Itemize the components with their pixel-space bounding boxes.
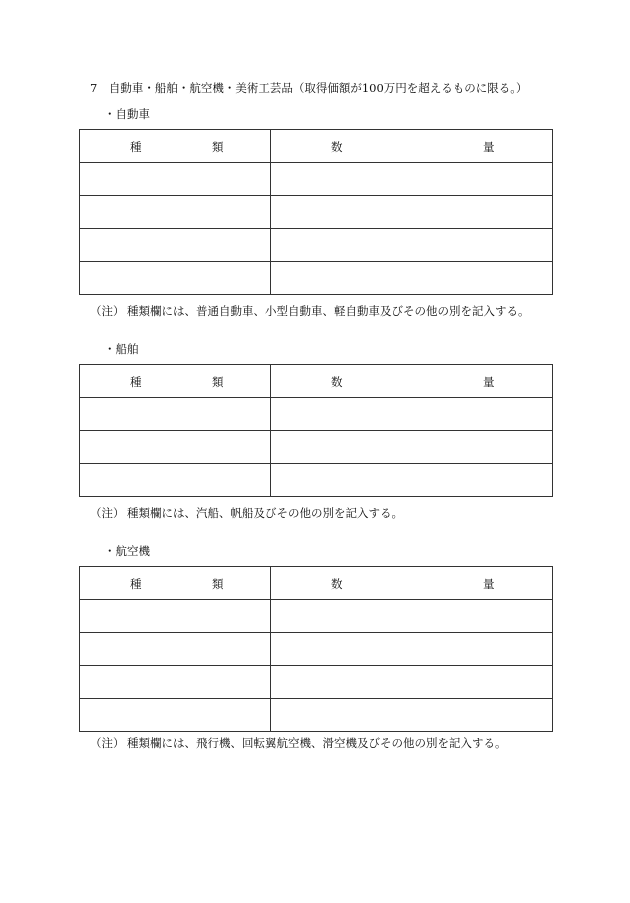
section-label-ship: ・船舶	[104, 342, 139, 356]
header-quantity-char-2: 量	[483, 375, 495, 389]
header-quantity-char-1: 数	[331, 375, 343, 389]
ship-note: 種類欄には、汽船、帆船及びその他の別を記入する。	[127, 506, 403, 520]
table-row	[80, 163, 553, 196]
header-type-char-1: 種	[130, 577, 142, 591]
note-mark: （注）	[90, 736, 125, 750]
table-row	[80, 699, 553, 732]
type-cell[interactable]	[80, 464, 271, 497]
table-header-row	[80, 365, 553, 398]
header-quantity	[271, 567, 553, 600]
type-cell[interactable]	[80, 398, 271, 431]
note-mark: （注）	[90, 304, 125, 318]
quantity-cell[interactable]	[271, 633, 553, 666]
header-type-char-2: 類	[212, 375, 224, 389]
page-heading: 7 自動車・船舶・航空機・美術工芸品（取得価額が100万円を超えるものに限る。）	[90, 81, 528, 95]
type-cell[interactable]	[80, 262, 271, 295]
header-type	[80, 365, 271, 398]
header-quantity	[271, 130, 553, 163]
header-quantity-char-2: 量	[483, 140, 495, 154]
table-row	[80, 398, 553, 431]
type-cell[interactable]	[80, 699, 271, 732]
quantity-cell[interactable]	[271, 464, 553, 497]
table-row	[80, 262, 553, 295]
section-label-automobile: ・自動車	[104, 107, 150, 121]
quantity-cell[interactable]	[271, 196, 553, 229]
quantity-cell[interactable]	[271, 229, 553, 262]
quantity-cell[interactable]	[271, 262, 553, 295]
table-header-row	[80, 567, 553, 600]
automobile-note: 種類欄には、普通自動車、小型自動車、軽自動車及びその他の別を記入する。	[127, 304, 530, 318]
table-row	[80, 229, 553, 262]
note-mark: （注）	[90, 506, 125, 520]
table-row	[80, 464, 553, 497]
header-type	[80, 567, 271, 600]
table-row	[80, 633, 553, 666]
header-type-char-1: 種	[130, 140, 142, 154]
type-cell[interactable]	[80, 431, 271, 464]
quantity-cell[interactable]	[271, 163, 553, 196]
type-cell[interactable]	[80, 163, 271, 196]
header-type-char-2: 類	[212, 140, 224, 154]
header-quantity	[271, 365, 553, 398]
header-type-char-2: 類	[212, 577, 224, 591]
header-quantity-char-1: 数	[331, 140, 343, 154]
quantity-cell[interactable]	[271, 666, 553, 699]
table-row	[80, 600, 553, 633]
quantity-cell[interactable]	[271, 699, 553, 732]
type-cell[interactable]	[80, 196, 271, 229]
header-type	[80, 130, 271, 163]
header-type-char-1: 種	[130, 375, 142, 389]
header-quantity-char-1: 数	[331, 577, 343, 591]
ship-table	[79, 364, 553, 497]
table-row	[80, 431, 553, 464]
header-quantity-char-2: 量	[483, 577, 495, 591]
quantity-cell[interactable]	[271, 398, 553, 431]
section-label-aircraft: ・航空機	[104, 544, 150, 558]
quantity-cell[interactable]	[271, 431, 553, 464]
quantity-cell[interactable]	[271, 600, 553, 633]
type-cell[interactable]	[80, 666, 271, 699]
type-cell[interactable]	[80, 600, 271, 633]
table-header-row	[80, 130, 553, 163]
automobile-table	[79, 129, 553, 295]
table-row	[80, 666, 553, 699]
table-row	[80, 196, 553, 229]
aircraft-table	[79, 566, 553, 732]
type-cell[interactable]	[80, 633, 271, 666]
type-cell[interactable]	[80, 229, 271, 262]
aircraft-note: 種類欄には、飛行機、回転翼航空機、滑空機及びその他の別を記入する。	[127, 736, 507, 750]
